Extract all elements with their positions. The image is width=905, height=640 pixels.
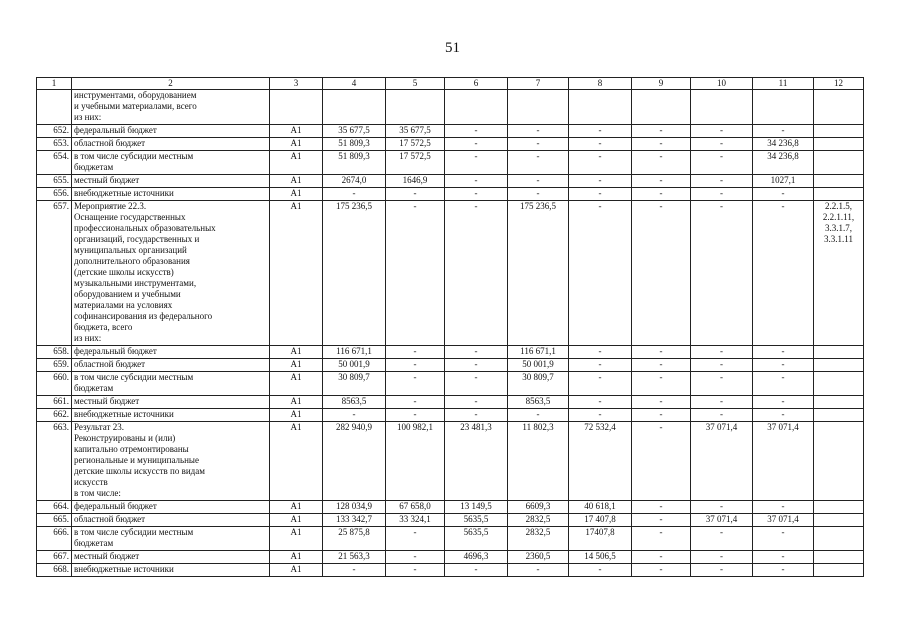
value-cell: - [632, 346, 691, 359]
value-cell [445, 90, 508, 125]
value-cell: - [632, 396, 691, 409]
row-code-cell: А1 [270, 409, 323, 422]
value-cell: 35 677,5 [386, 125, 445, 138]
value-cell: 30 809,7 [323, 372, 386, 396]
value-cell: - [753, 125, 814, 138]
value-cell: 17407,8 [569, 527, 632, 551]
row-name-cell: в том числе субсидии местным бюджетам [72, 151, 270, 175]
header-cell: 2 [72, 78, 270, 90]
value-cell: - [386, 409, 445, 422]
value-cell: - [632, 151, 691, 175]
value-cell: 5635,5 [445, 527, 508, 551]
value-cell: - [632, 409, 691, 422]
value-cell: 67 658,0 [386, 501, 445, 514]
value-cell: - [569, 138, 632, 151]
value-cell: - [632, 372, 691, 396]
row-number-cell: 656. [37, 188, 72, 201]
value-cell: - [386, 201, 445, 346]
reference-cell [814, 514, 864, 527]
table-row [37, 359, 864, 372]
value-cell: - [691, 138, 753, 151]
value-cell: 1027,1 [753, 175, 814, 188]
value-cell: 35 677,5 [323, 125, 386, 138]
value-cell: - [323, 409, 386, 422]
value-cell: 50 001,9 [508, 359, 569, 372]
row-number-cell: 668. [37, 564, 72, 577]
value-cell: - [632, 514, 691, 527]
row-number-cell: 655. [37, 175, 72, 188]
value-cell: - [691, 188, 753, 201]
table-row [37, 188, 864, 201]
table-body [37, 78, 864, 577]
reference-cell [814, 396, 864, 409]
row-number-cell: 665. [37, 514, 72, 527]
value-cell: 133 342,7 [323, 514, 386, 527]
reference-cell [814, 551, 864, 564]
value-cell: - [753, 396, 814, 409]
value-cell: 40 618,1 [569, 501, 632, 514]
row-name-cell: федеральный бюджет [72, 501, 270, 514]
table-row [37, 175, 864, 188]
value-cell: - [569, 396, 632, 409]
value-cell: - [323, 564, 386, 577]
value-cell: 2832,5 [508, 514, 569, 527]
row-name-cell: внебюджетные источники [72, 188, 270, 201]
row-number-cell: 667. [37, 551, 72, 564]
value-cell: - [691, 201, 753, 346]
value-cell: - [753, 201, 814, 346]
value-cell: - [753, 188, 814, 201]
value-cell [386, 90, 445, 125]
row-name-cell: внебюджетные источники [72, 409, 270, 422]
value-cell: - [569, 372, 632, 396]
value-cell: - [386, 188, 445, 201]
value-cell: - [691, 359, 753, 372]
row-name-cell: инструментами, оборудованием и учебными материалами, всего из них: [72, 90, 270, 125]
row-number-cell: 653. [37, 138, 72, 151]
row-code-cell: А1 [270, 551, 323, 564]
value-cell: 13 149,5 [445, 501, 508, 514]
table-row [37, 201, 864, 346]
value-cell: 8563,5 [508, 396, 569, 409]
value-cell: - [632, 564, 691, 577]
value-cell: 72 532,4 [569, 422, 632, 501]
value-cell: - [508, 138, 569, 151]
budget-table [36, 77, 864, 577]
row-number-cell: 658. [37, 346, 72, 359]
reference-cell [814, 90, 864, 125]
reference-cell [814, 188, 864, 201]
row-name-cell: федеральный бюджет [72, 125, 270, 138]
value-cell: - [753, 409, 814, 422]
value-cell: - [386, 564, 445, 577]
row-code-cell [270, 90, 323, 125]
table-row [37, 125, 864, 138]
header-cell: 7 [508, 78, 569, 90]
value-cell: - [691, 409, 753, 422]
reference-cell [814, 422, 864, 501]
value-cell: - [569, 359, 632, 372]
value-cell: - [386, 346, 445, 359]
value-cell: 1646,9 [386, 175, 445, 188]
value-cell [753, 90, 814, 125]
value-cell: - [569, 151, 632, 175]
value-cell: - [508, 564, 569, 577]
reference-cell [814, 409, 864, 422]
value-cell: - [691, 527, 753, 551]
value-cell: - [445, 396, 508, 409]
table-row [37, 409, 864, 422]
value-cell: - [632, 138, 691, 151]
reference-cell [814, 151, 864, 175]
value-cell: - [445, 372, 508, 396]
row-code-cell: А1 [270, 175, 323, 188]
row-name-cell: в том числе субсидии местным бюджетам [72, 527, 270, 551]
row-code-cell: А1 [270, 346, 323, 359]
value-cell: 23 481,3 [445, 422, 508, 501]
reference-cell [814, 346, 864, 359]
value-cell: - [753, 551, 814, 564]
value-cell: - [569, 125, 632, 138]
value-cell: - [386, 396, 445, 409]
value-cell: - [632, 188, 691, 201]
reference-cell [814, 125, 864, 138]
value-cell: - [691, 151, 753, 175]
row-number-cell: 654. [37, 151, 72, 175]
row-code-cell: А1 [270, 514, 323, 527]
value-cell: - [753, 359, 814, 372]
value-cell: - [632, 422, 691, 501]
value-cell: - [508, 151, 569, 175]
row-code-cell: А1 [270, 151, 323, 175]
row-number-cell: 661. [37, 396, 72, 409]
row-code-cell: А1 [270, 188, 323, 201]
value-cell [323, 90, 386, 125]
row-name-cell: местный бюджет [72, 175, 270, 188]
header-cell: 5 [386, 78, 445, 90]
value-cell: 37 071,4 [753, 422, 814, 501]
value-cell: 5635,5 [445, 514, 508, 527]
header-row [37, 78, 864, 90]
value-cell: 116 671,1 [323, 346, 386, 359]
value-cell: 2674,0 [323, 175, 386, 188]
header-cell: 3 [270, 78, 323, 90]
row-number-cell: 652. [37, 125, 72, 138]
value-cell: - [445, 409, 508, 422]
row-code-cell: А1 [270, 501, 323, 514]
value-cell: - [632, 501, 691, 514]
reference-cell [814, 138, 864, 151]
row-name-cell: Результат 23. Реконструированы и (или) капитально отремонтированы региональные и муниципальные детские школы искусств по видам искусств в том числе: [72, 422, 270, 501]
row-name-cell: в том числе субсидии местным бюджетам [72, 372, 270, 396]
table-row [37, 346, 864, 359]
reference-cell: 2.2.1.5, 2.2.1.11, 3.3.1.7, 3.3.1.11 [814, 201, 864, 346]
row-name-cell: местный бюджет [72, 551, 270, 564]
value-cell: - [753, 527, 814, 551]
row-code-cell: А1 [270, 201, 323, 346]
value-cell: - [445, 138, 508, 151]
value-cell [569, 90, 632, 125]
value-cell: - [445, 201, 508, 346]
value-cell: 4696,3 [445, 551, 508, 564]
value-cell: - [753, 372, 814, 396]
value-cell: 17 407,8 [569, 514, 632, 527]
value-cell: - [632, 359, 691, 372]
row-number-cell: 657. [37, 201, 72, 346]
value-cell: 37 071,4 [691, 514, 753, 527]
value-cell: - [386, 372, 445, 396]
row-number-cell [37, 90, 72, 125]
row-number-cell: 663. [37, 422, 72, 501]
table-row [37, 396, 864, 409]
reference-cell [814, 527, 864, 551]
value-cell: - [632, 125, 691, 138]
value-cell: 11 802,3 [508, 422, 569, 501]
reference-cell [814, 372, 864, 396]
value-cell: - [445, 188, 508, 201]
row-name-cell: областной бюджет [72, 359, 270, 372]
header-cell: 10 [691, 78, 753, 90]
value-cell: - [569, 201, 632, 346]
table-row [37, 138, 864, 151]
row-code-cell: А1 [270, 372, 323, 396]
value-cell: 2360,5 [508, 551, 569, 564]
value-cell: - [753, 564, 814, 577]
value-cell: - [632, 527, 691, 551]
value-cell: 37 071,4 [691, 422, 753, 501]
value-cell [691, 90, 753, 125]
value-cell: 25 875,8 [323, 527, 386, 551]
value-cell: 14 506,5 [569, 551, 632, 564]
value-cell: 116 671,1 [508, 346, 569, 359]
value-cell: - [445, 359, 508, 372]
value-cell: 34 236,8 [753, 138, 814, 151]
header-cell: 12 [814, 78, 864, 90]
row-name-cell: местный бюджет [72, 396, 270, 409]
value-cell [632, 90, 691, 125]
value-cell: - [569, 564, 632, 577]
value-cell: 282 940,9 [323, 422, 386, 501]
header-cell: 1 [37, 78, 72, 90]
page-number: 51 [445, 40, 460, 56]
row-code-cell: А1 [270, 564, 323, 577]
table-row [37, 422, 864, 501]
table-row [37, 564, 864, 577]
value-cell: - [753, 346, 814, 359]
value-cell: 2832,5 [508, 527, 569, 551]
value-cell: - [323, 188, 386, 201]
value-cell: 17 572,5 [386, 151, 445, 175]
value-cell: - [691, 396, 753, 409]
value-cell: - [691, 551, 753, 564]
row-name-cell: областной бюджет [72, 514, 270, 527]
value-cell: - [569, 188, 632, 201]
row-code-cell: А1 [270, 396, 323, 409]
value-cell: - [691, 125, 753, 138]
value-cell: - [691, 372, 753, 396]
table-row [37, 90, 864, 125]
value-cell: 50 001,9 [323, 359, 386, 372]
value-cell: 30 809,7 [508, 372, 569, 396]
value-cell: - [386, 551, 445, 564]
value-cell: 34 236,8 [753, 151, 814, 175]
value-cell: - [386, 359, 445, 372]
table-row [37, 527, 864, 551]
row-number-cell: 662. [37, 409, 72, 422]
value-cell: 21 563,3 [323, 551, 386, 564]
value-cell: - [508, 125, 569, 138]
row-name-cell: федеральный бюджет [72, 346, 270, 359]
value-cell: 51 809,3 [323, 151, 386, 175]
value-cell: - [753, 501, 814, 514]
reference-cell [814, 359, 864, 372]
value-cell: - [445, 175, 508, 188]
reference-cell [814, 501, 864, 514]
header-cell: 6 [445, 78, 508, 90]
row-name-cell: внебюджетные источники [72, 564, 270, 577]
row-code-cell: А1 [270, 138, 323, 151]
value-cell: - [691, 346, 753, 359]
value-cell: - [386, 527, 445, 551]
row-code-cell: А1 [270, 527, 323, 551]
table-row [37, 501, 864, 514]
value-cell: 33 324,1 [386, 514, 445, 527]
value-cell [508, 90, 569, 125]
value-cell: - [569, 346, 632, 359]
row-name-cell: областной бюджет [72, 138, 270, 151]
value-cell: 6609,3 [508, 501, 569, 514]
value-cell: - [632, 551, 691, 564]
value-cell: - [569, 175, 632, 188]
value-cell: - [691, 501, 753, 514]
value-cell: - [569, 409, 632, 422]
row-code-cell: А1 [270, 422, 323, 501]
value-cell: - [508, 175, 569, 188]
table-row [37, 151, 864, 175]
row-code-cell: А1 [270, 359, 323, 372]
value-cell: - [508, 188, 569, 201]
value-cell: 175 236,5 [508, 201, 569, 346]
value-cell: - [445, 346, 508, 359]
row-number-cell: 660. [37, 372, 72, 396]
value-cell: - [445, 125, 508, 138]
value-cell: - [632, 175, 691, 188]
value-cell: - [691, 564, 753, 577]
header-cell: 9 [632, 78, 691, 90]
value-cell: 100 982,1 [386, 422, 445, 501]
value-cell: - [445, 151, 508, 175]
value-cell: 128 034,9 [323, 501, 386, 514]
row-name-cell: Мероприятие 22.3. Оснащение государственных профессиональных образовательных организаций, государственных и муниципальных организаций дополнительного образования (детские школы искусств) музыкальными инструментами, оборудованием и учебными материалами на условиях софинансирования из федерального бюджета, всего из них: [72, 201, 270, 346]
table-row [37, 372, 864, 396]
row-number-cell: 664. [37, 501, 72, 514]
header-cell: 8 [569, 78, 632, 90]
value-cell: 8563,5 [323, 396, 386, 409]
value-cell: - [691, 175, 753, 188]
value-cell: 175 236,5 [323, 201, 386, 346]
value-cell: - [508, 409, 569, 422]
value-cell: 51 809,3 [323, 138, 386, 151]
reference-cell [814, 175, 864, 188]
value-cell: - [445, 564, 508, 577]
row-code-cell: А1 [270, 125, 323, 138]
header-cell: 4 [323, 78, 386, 90]
row-number-cell: 659. [37, 359, 72, 372]
reference-cell [814, 564, 864, 577]
row-number-cell: 666. [37, 527, 72, 551]
table-row [37, 514, 864, 527]
value-cell: - [632, 201, 691, 346]
header-cell: 11 [753, 78, 814, 90]
value-cell: 17 572,5 [386, 138, 445, 151]
table-row [37, 551, 864, 564]
value-cell: 37 071,4 [753, 514, 814, 527]
